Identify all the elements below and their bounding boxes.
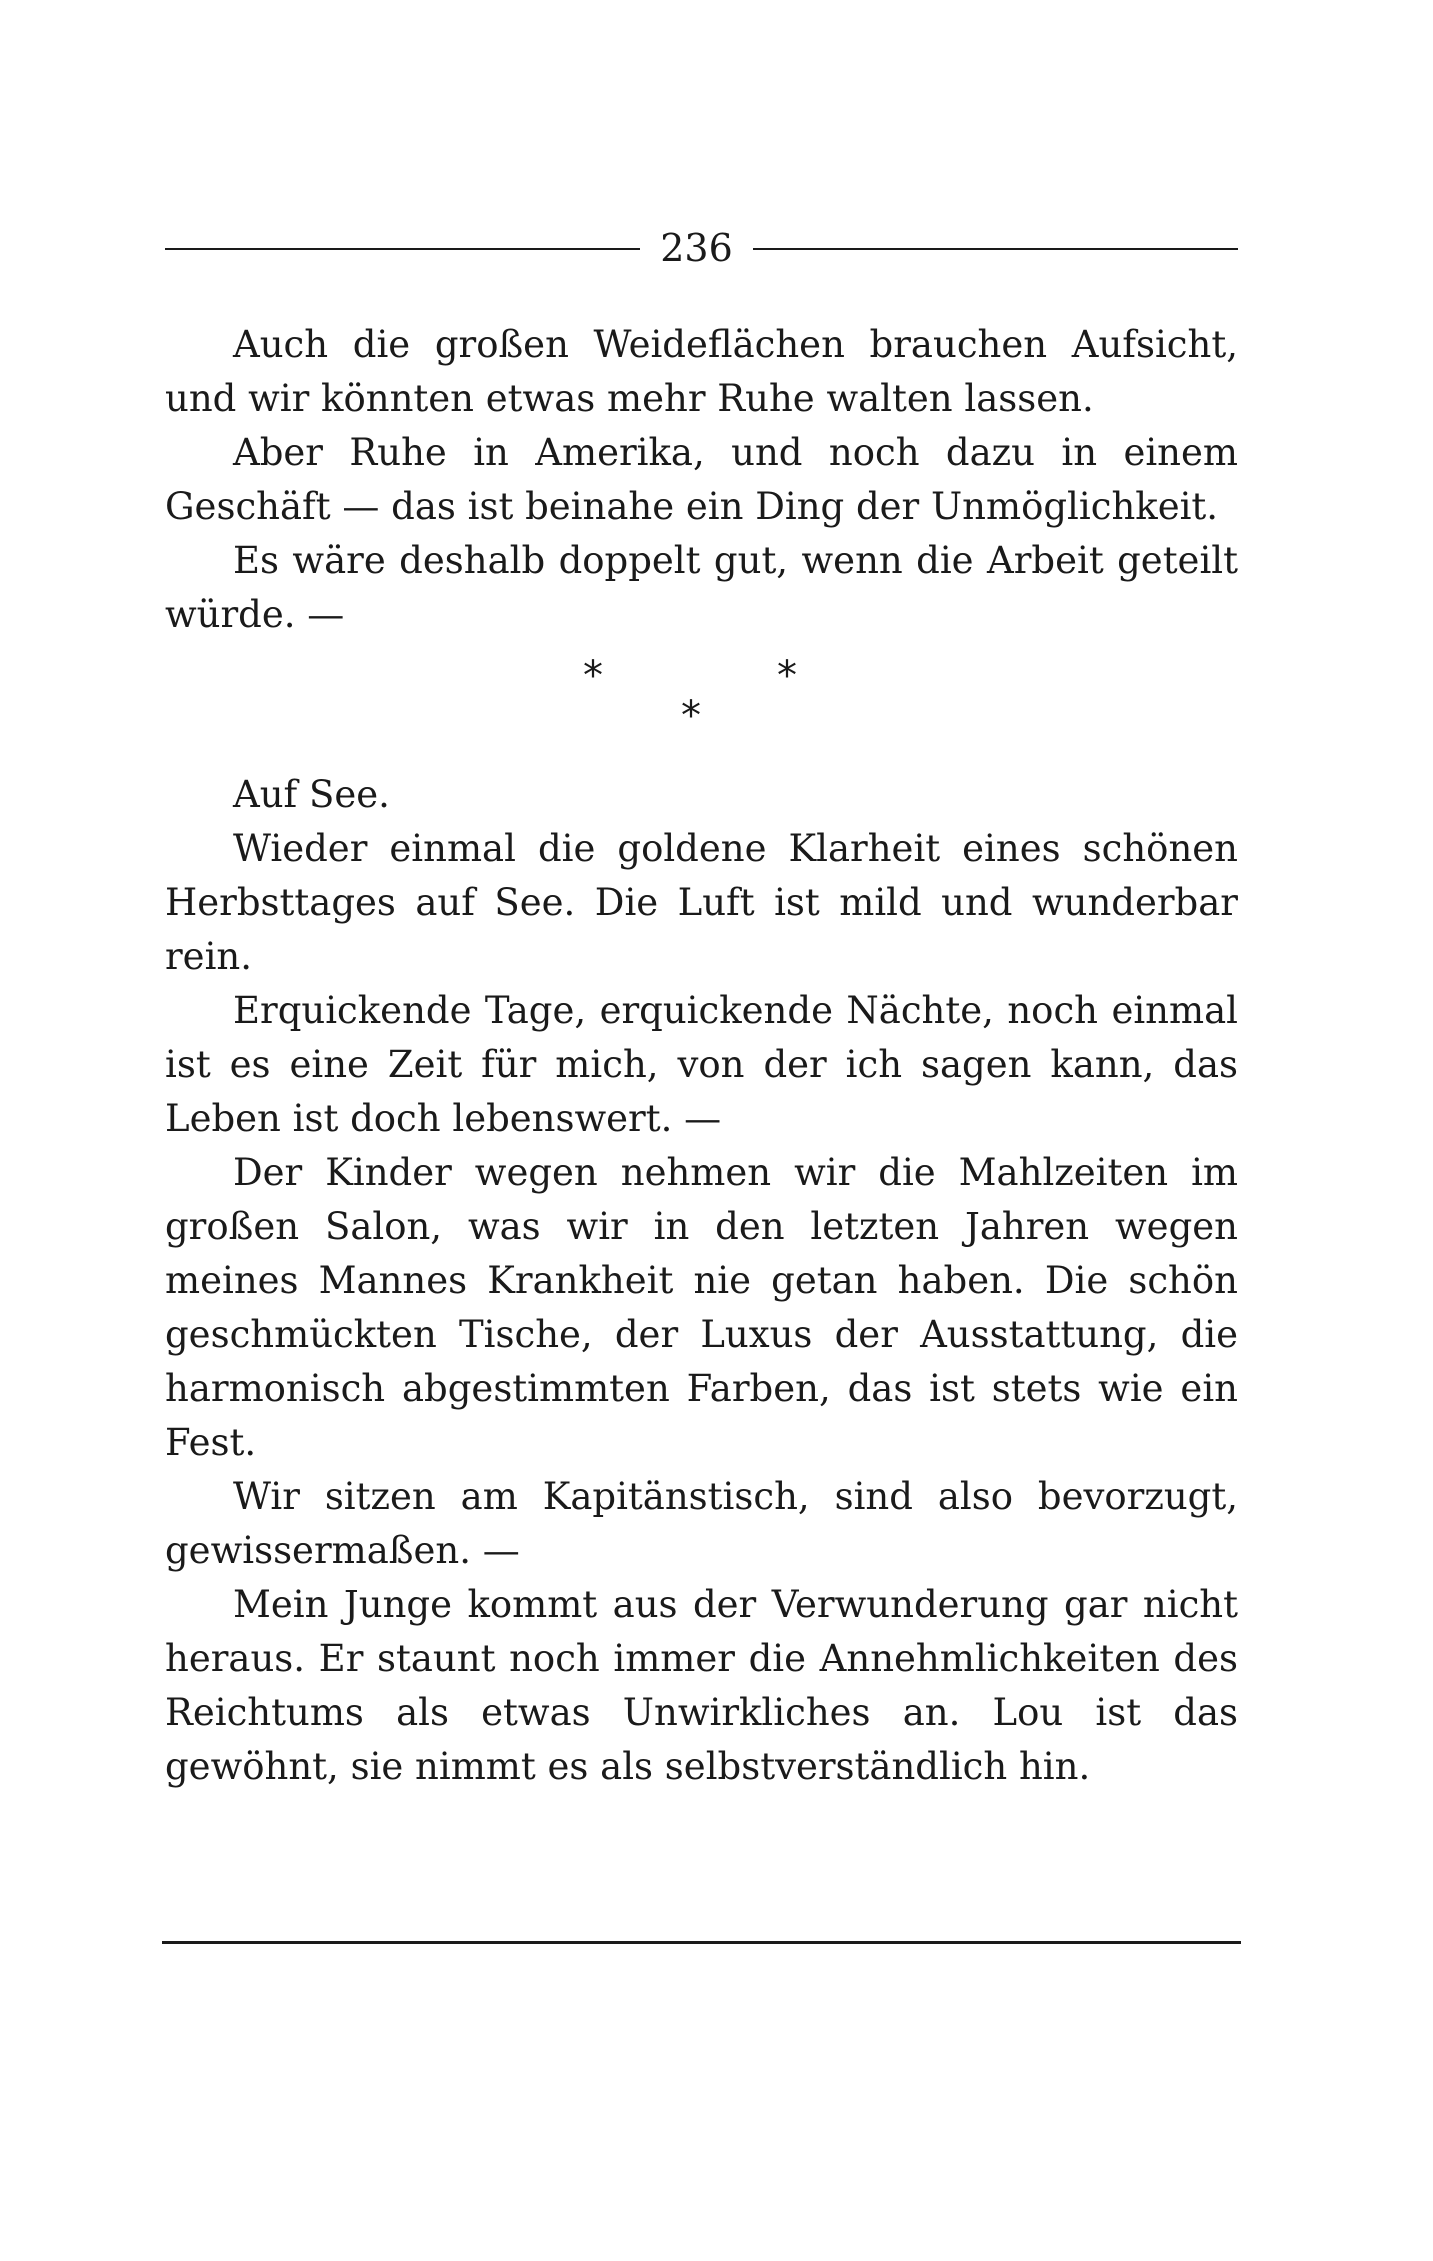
asterisk: * [583,653,603,699]
body-text [165,318,1238,1794]
paragraph: Aber Ruhe in Amerika, und noch dazu in einem Geschäft — das ist beinahe ein Ding der Unmöglichkeit. [165,431,1238,528]
paragraph: Mein Junge kommt aus der Verwunderung gar nicht heraus. Er staunt noch immer die Annehmlichkeiten des Reichtums als etwas Unwirkliches an. Lou ist das gewöhnt, sie nimmt es als selbstverständlich hin. [165,1583,1238,1788]
section-separator [165,653,1238,764]
header-rule-left [165,248,640,250]
footer-rule [162,1941,1241,1944]
paragraph: Erquickende Tage, erquickende Nächte, noch einmal ist es eine Zeit für mich, von der ich sagen kann, das Leben ist doch lebenswert. — [165,989,1238,1140]
paragraph: Der Kinder wegen nehmen wir die Mahlzeiten im großen Salon, was wir in den letzten Jahren wegen meines Mannes Krankheit nie getan haben. Die schön geschmückten Tische, der Luxus der Ausstattung, die harmonisch abgestimmten Farben, das ist stets wie ein Fest. [165,1151,1238,1464]
paragraph: Auch die großen Weideflächen brauchen Aufsicht, und wir könnten etwas mehr Ruhe walten lassen. [165,323,1238,420]
page-header [165,222,1238,274]
asterisk: * [681,693,701,739]
header-rule-right [753,248,1238,250]
paragraph: Wir sitzen am Kapitänstisch, sind also bevorzugt, gewissermaßen. — [165,1475,1238,1572]
paragraph: Es wäre deshalb doppelt gut, wenn die Arbeit geteilt würde. — [165,539,1238,636]
paragraph: Wieder einmal die goldene Klarheit eines schönen Herbsttages auf See. Die Luft ist mild und wunderbar rein. [165,827,1238,978]
page-number: 236 [660,226,733,270]
asterisk: * [777,653,797,699]
section-heading: Auf See. [233,773,390,816]
